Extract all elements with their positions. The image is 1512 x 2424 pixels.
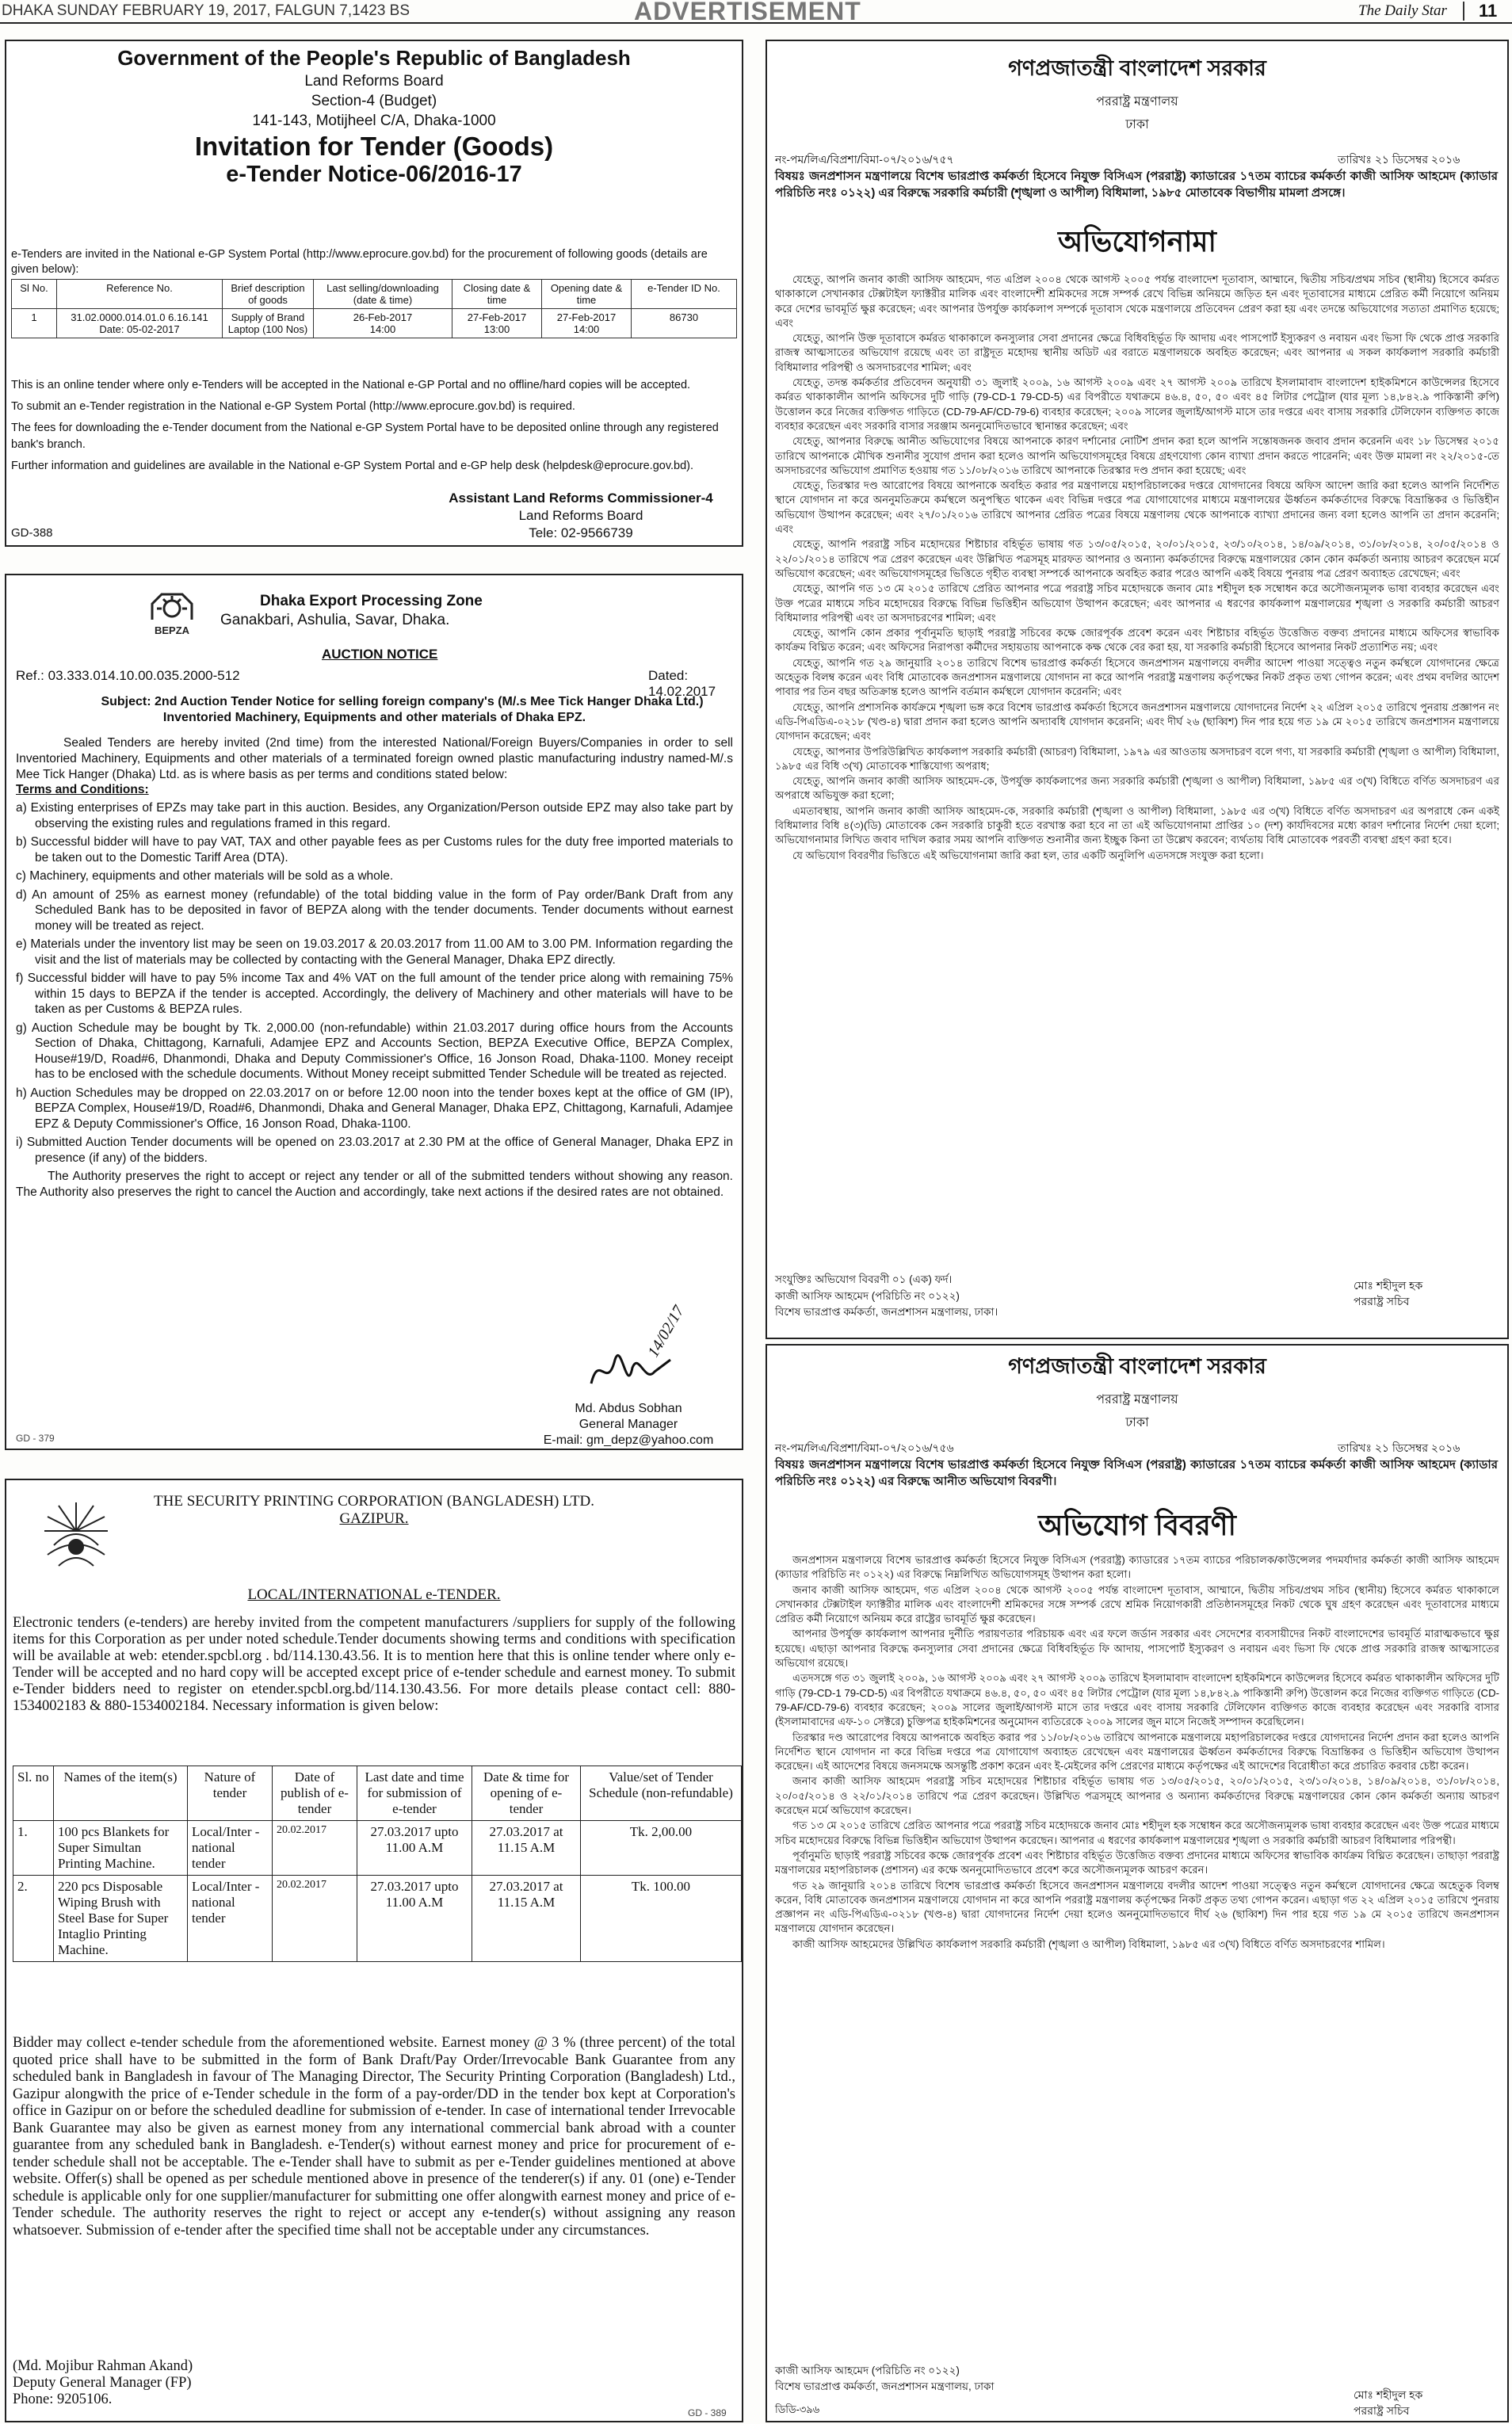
lr-notes xyxy=(11,377,737,475)
bn2-ministry: পররাষ্ট্র মন্ত্রণালয় xyxy=(1096,1393,1178,1407)
allegation-statement-notice xyxy=(766,1344,1509,2422)
lr-signature: Assistant Land Reforms Commissioner-4 Land Reforms Board Tele: 02-9566739 xyxy=(449,491,713,540)
table-row: 1 31.02.0000.014.01.0 6.16.141 Date: 05-02-2017 Supply of Brand Laptop (100 Nos) 26-Feb-2017 14:00 27-Feb-2017 13:00 27-Feb-2017 14:00 86730 xyxy=(12,309,737,338)
paragraph: যেহেতু, আপনি গত ২৯ জানুয়ারি ২০১৪ তারিখে বিশেষ ভারপ্রাপ্ত কর্মকর্তা হিসেবে জনপ্রশাসন মন্ত্রণালয়ে বদলীর আদেশ পাওয়া সত্ত্বেও নতুন কর্মস্থলে যোগদানের ক্ষেত্রে অহেতুক বিলম্ব করেন এবং বিধি মোতাবেক জনপ্রশাসন মন্ত্রণালয়ে যোগদান না করে আপনি পররাষ্ট্র মন্ত্রণালয় কর্তৃপক্ষের নিকট প্রকৃত তথ্য গোপন করেন; এবং প্রথম বদলির আদেশ পাবার পর তিন বছর অতিক্রান্ত হলেও আপনি বর্তমান কর্মস্থলে যোগদান করেননি; এবং xyxy=(775,656,1499,698)
bn1-attachment: সংযুক্তিঃ অভিযোগ বিবরণী ০১ (এক) ফর্দ। xyxy=(775,1273,953,1285)
svg-text:14/02/17: 14/02/17 xyxy=(644,1302,688,1361)
spcbl-table-header: Sl. no Names of the item(s) Nature of tender Date of publish of e-tender Last date and time for submission of e-tender Date & time for opening of e-tender Value/set of Tender Schedule (non-refundable) xyxy=(13,1766,742,1821)
bepza-logo xyxy=(146,588,198,639)
list-item: h) Auction Schedules may be dropped on 22.03.2017 on or before 12.00 noon into the tender boxes kept at the office of GM (IP), BEPZA Complex, House#19/D, Road#6, Dhanmondi, Dhaka and General Manager, Dhaka EPZ, Chittagong, Karnafuli, Adamjee EPZ & Deputy Commissioner's Office, 16 Jonson Road, Dhaka-1100. xyxy=(16,1086,733,1131)
bn2-date: তারিখঃ ২১ ডিসেম্বর ২০১৬ xyxy=(1338,1441,1460,1454)
paragraph: যেহেতু, আপনি উক্ত দূতাবাসে কর্মরত থাকাকালে কনস্যুলার সেবা প্রদানের ক্ষেত্রে বিধিবহির্ভূত ফি আদায় এবং পাসপোর্ট ইস্যুকরণ ও নবায়ন এবং ভিসা ফি থেকে প্রাপ্ত সরকারি রাজস্ব আত্মসাতের অভিযোগ রয়েছে এবং তা রাষ্ট্রদূত মহোদয় স্থানীয় অডিট এর বরাতে মন্ত্রণালয়কে অবহিত করেছেন; এবং আপনার এ সকল কার্যকলাপ সরকারি কর্মচারী বিধিমালার পরিপন্থী ও অসদাচরণের শামিল; এবং xyxy=(775,332,1499,373)
paragraph: যেহেতু, তদন্ত কর্মকর্তার প্রতিবেদন অনুযায়ী ৩১ জুলাই ২০০৯, ১৬ আগস্ট ২০০৯ এবং ২৭ আগস্ট ২০০৯ তারিখে ইসলামাবাদ বাংলাদেশ হাইকমিশনে কাউন্সেলর হিসেবে কর্মরত থাকাকালীন আপনি অফিসের দুটি গাড়ি (79-CD-1 79-CD-5) এর বিপরীতে যথাক্রমে ৪৬.৪, ৫০, ৫০ এবং ৪৫ লিটার পেট্রোল (যার মূল্য ১৪,৮৪২.৯ পাকিস্তানী রুপি) উত্তোলন করে নিজের ব্যক্তিগত গাড়িতে (CD-79-AF/CD-79-6) ব্যবহার করেছেন; ২০০৯ সালের জুলাই/আগস্ট মাসে তার দপ্তরে এবং বাসায় সরকারি টেলিফোন ব্যক্তিগত কাজে ব্যবহার করেছেন এবং সরকারি বাসার সরঞ্জাম অননুমোদিতভাবে স্থানান্তর করেছেন; এবং xyxy=(775,376,1499,432)
charge-sheet-notice xyxy=(766,40,1509,1339)
bepza-terms-list xyxy=(16,800,733,1203)
paragraph: জনপ্রশাসন মন্ত্রণালয়ে বিশেষ ভারপ্রাপ্ত কর্মকর্তা হিসেবে নিযুক্ত বিসিএস (পররাষ্ট্র) ক্যাডারের ১৭তম ব্যাচের পরিচালক/কাউন্সেলর পদমর্যাদার কর্মকর্তা কাজী আসিফ আহমেদ (ক্যাডার পরিচিতি নং ০১২২) এর বিরুদ্ধে নিম্নলিখিত অভিযোগসমূহ উত্থাপন করা হলো। xyxy=(775,1554,1499,1581)
spcbl-place: GAZIPUR. xyxy=(339,1510,409,1527)
bn2-city: ঢাকা xyxy=(1125,1416,1149,1430)
spcbl-tender-ad xyxy=(5,1479,743,2422)
paper-name: The Daily Star xyxy=(1358,2,1447,19)
table-row: 2. 220 pcs Disposable Wiping Brush with Steel Base for Super Intaglio Printing Machine. Local/Inter -national tender 20.02.2017 27.03.2017 upto 11.00 A.M 27.03.2017 at 11.15 A.M Tk. 100.00 xyxy=(13,1876,742,1962)
bepza-address: Ganakbari, Ashulia, Savar, Dhaka. xyxy=(220,612,450,628)
spcbl-table xyxy=(13,1766,742,1962)
lr-note: This is an online tender where only e-Tenders will be accepted in the National e-GP Portal and no offline/hard copies will be accepted. xyxy=(11,379,691,391)
paragraph: তিরস্কার দণ্ড আরোপের বিষয়ে আপনাকে অবহিত করার পর ১১/০৮/২০১৬ তারিখে আপনাকে মন্ত্রণালয়ে মহাপরিচালকের দপ্তরে যোগদানের নির্দেশ প্রদান করা হলেও আপনি নির্দেশিত স্থানে যোগদান না করে বিভিন্ন দপ্তরে পত্র যোগাযোগ অব্যাহত রেখেছেন এবং মন্ত্রণালয়ের ঊর্ধ্বতন কর্মকর্তাদের বিরুদ্ধে বিভ্রান্তিকর ও ভিত্তিহীন অভিযোগ উত্থাপন করেছেন। এই আদেশের বিষয়ে জনসমক্ষে অসন্তুষ্টি প্রকাশ করেন এবং ই-মেইলের কপি প্রেরণের মাধ্যমে কর্তৃপক্ষের এই আদেশের বিরোধীতা করে প্রচারিত করবার চেষ্টা করেন। xyxy=(775,1731,1499,1773)
bn1-subject: বিষয়ঃ জনপ্রশাসন মন্ত্রণালয়ে বিশেষ ভারপ্রাপ্ত কর্মকর্তা হিসেবে নিযুক্ত বিসিএস (পররাষ্ট্র) ক্যাডারের ১৭তম ব্যাচের কর্মকর্তা কাজী আসিফ আহমেদ (ক্যাডার পরিচিতি নংঃ ০১২২) এর বিরুদ্ধে সরকারি কর্মচারী (শৃঙ্খলা ও আপীল) বিধিমালা, ১৯৮৫ মোতাবেক বিভাগীয় মামলা প্রসঙ্গে। xyxy=(775,170,1498,200)
list-item: g) Auction Schedule may be bought by Tk. 2,000.00 (non-refundable) within 21.03.2017 during office hours from the Accounts Section of Dhaka, Chittagong, Karnafuli, Adamjee EPZ and Accounts Section, BEPZA Executive Office, BEPZA Complex, House#19/D, Road#6, Dhanmondi, Dhaka and Deputy Commissioner's Office, 16 Jonson Road, Dhaka-1100. Money receipt has to be enclosed with the schedule documents. Without Money receipt submitted Tender Schedule will be treated as rejected. xyxy=(16,1021,733,1081)
list-item: d) An amount of 25% as earnest money (refundable) of the total bidding value in the form of Pay order/Bank Draft from any Scheduled Bank has to be deposited in favor of BEPZA along with the tender documents. Tender documents without earnest money will be treated as reject. xyxy=(16,888,733,933)
lr-note: To submit an e-Tender registration in the National e-GP System Portal (http://www.eprocure.gov.bd) is required. xyxy=(11,400,575,413)
masthead-section: ADVERTISEMENT xyxy=(634,0,861,25)
table-row: 1. 100 pcs Blankets for Super Simultan Printing Machine. Local/Inter -national tender 20.02.2017 27.03.2017 upto 11.00 A.M 27.03.2017 at 11.15 A.M Tk. 2,00.00 xyxy=(13,1821,742,1876)
paragraph: কাজী আসিফ আহমেদের উল্লিখিত কার্যকলাপ সরকারি কর্মচারী (শৃঙ্খলা ও আপীল) বিধিমালা, ১৯৮৫ এর ৩(খ) বিধিতে বর্ণিত অসদাচরণের শামিল। xyxy=(792,1937,1385,1950)
paragraph: যেহেতু, আপনার বিরুদ্ধে আনীত অভিযোগের বিষয়ে আপনাকে কারণ দর্শানোর নোটিশ প্রদান করা হলে আপনি সন্তোষজনক জবাব প্রদান করেননি এবং ১৮ ডিসেম্বর ২০১৫ তারিখে আপনাকে মৌখিক শুনানীর সুযোগ প্রদান করা হলেও আপনি অভিযোগসমূহের বিষয়ে গ্রহণযোগ্য কোন ব্যাখ্যা প্রদান করতে পারেননি; এবং উক্ত মামলা নং ২২/২০১৫-তে অসদাচরণের অভিযোগ প্রমাণিত হওয়ায় গত ১১/০৮/২০১৬ তারিখে আপনাকে তিরস্কার দণ্ড প্রদান করা হয়েছে; এবং xyxy=(775,435,1499,476)
paragraph: গত ২৯ জানুয়ারি ২০১৪ তারিখে বিশেষ ভারপ্রাপ্ত কর্মকর্তা হিসেবে জনপ্রশাসন মন্ত্রণালয়ে বদলীর আদেশ পাওয়া সত্ত্বেও নতুন কর্মস্থলে যোগদানের ক্ষেত্রে অহেতুক বিলম্ব করেন, বিধি মোতাবেক জনপ্রশাসন মন্ত্রণালয়ে যোগদান না করে আপনি পররাষ্ট্র মন্ত্রণালয় কর্তৃপক্ষের নিকট প্রকৃত তথ্য গোপন করেন। এছাড়া গত ২২ এপ্রিল ২০১৫ তারিখে পুনরায় প্রজ্ঞাপন নং এডি-পিএডিএ-০২১৮ (খণ্ড-৪) দ্বারা যোগদানের নির্দেশ দেয়া হলেও অননুমোদিতভাবে দীর্ঘ ২৬ (ছাব্বিশ) দিন পার হয়ে গত ১৯ মে ২০১৫ তারিখে জনপ্রশাসন মন্ত্রণালয়ে যোগদান করেছেন। xyxy=(775,1879,1499,1935)
paragraph: এমতাবস্থায়, আপনি জনাব কাজী আসিফ আহমেদ-কে, সরকারি কর্মচারী (শৃঙ্খলা ও আপীল) বিধিমালা, ১৯৮৫ এর ৩(খ) বিধিতে বর্ণিত অসদাচরণ এর অপরাধে কেন একই বিধিমালার বিধি ৪(৩)(ডি) মোতাবেক কেন সরকারি চাকুরী হতে বরখাস্ত করা হবে না তা এই অভিযোগনামা প্রাপ্তির ১০ (দশ) কার্যদিবসের মধ্যে কারণ দর্শানোর নির্দেশ দেয়া হলো; অভিযোগনামার লিখিত জবাব দাখিল করার সময় আপনি ব্যক্তিগত শুনানীর জন্য ইচ্ছুক কিনা তা উল্লেখ করবেন; ব্যর্থতায় বিধি মোতাবেক পরবর্তী ব্যবস্থা গ্রহণ করা হবে। xyxy=(775,804,1499,846)
bn1-city: ঢাকা xyxy=(1125,118,1149,132)
bepza-auction-ad xyxy=(5,574,743,1450)
bepza-heading: AUCTION NOTICE xyxy=(322,647,438,662)
bepza-code: GD - 379 xyxy=(16,1433,55,1444)
paragraph: যেহেতু, আপনি গত ১৩ মে ২০১৫ তারিখে প্রেরিত আপনার পত্রে পররাষ্ট্র সচিব মহোদয়কে জনাব মোঃ শহীদুল হক সম্বোধন করে অসৌজন্যমূলক ভাষা ব্যবহার করেছেন এবং উক্ত পত্রের মাধ্যমে সচিব মহোদয়ের বিরুদ্ধে বিভিন্ন ভিত্তিহীন অভিযোগ উত্থাপন করেছেন; এবং আপনার এ ধরণের কার্যকলাপ মন্ত্রণালয়ের শৃঙ্খলা ও সরকারি কর্মচারী আচরণ বিধিমালার পরিপন্থী এবং তা অসদাচরণের শামিল; এবং xyxy=(775,582,1499,624)
paragraph: গত ১৩ মে ২০১৫ তারিখে প্রেরিত আপনার পত্রে পররাষ্ট্র সচিব মহোদয়কে জনাব মোঃ শহীদুল হক সম্বোধন করে অসৌজন্যমূলক ভাষা ব্যবহার করেছেন এবং উক্ত পত্রের মাধ্যমে সচিব মহোদয়ের বিরুদ্ধে বিভিন্ন ভিত্তিহীন অভিযোগ উত্থাপন করেছেন। আপনার এ ধরণের কার্যকলাপ মন্ত্রণালয়ের শৃঙ্খলা ও সরকারি কর্মচারী আচরণ বিধিমালার পরিপন্থী। xyxy=(775,1819,1499,1846)
paragraph: এতদসঙ্গে গত ৩১ জুলাই ২০০৯, ১৬ আগস্ট ২০০৯ এবং ২৭ আগস্ট ২০০৯ তারিখে ইসলামাবাদ বাংলাদেশ হাইকমিশনে কাউন্সেলর হিসেবে কর্মরত থাকাকালীন অফিসের দুটি গাড়ি (79-CD-1 79-CD-5) এর বিপরীতে যথাক্রমে ৪৬.৪, ৫০, ৫০ এবং ৪৫ লিটার পেট্রোল (যার মূল্য ১৪,৮৪২.৯ পাকিস্তানী রুপি) উত্তোলন করে নিজের ব্যক্তিগত গাড়িতে (CD-79-AF/CD-79-6) ব্যবহার করেছেন; ২০০৯ সালের জুলাই/আগস্ট মাসে তার দপ্তরে এবং বাসায় সরকারি টেলিফোন ব্যক্তিগত কাজে ব্যবহার করেছেন এবং সরকারি বাসার (ইসলামাবাদের এফ-১০ সেক্টরে) চুক্তিপত্র হাইকমিশনের অনুমোদন ব্যতিরেকে ২০০৯ সালের জুন মাসে নিজেই সম্পাদন করেছিলেন। xyxy=(775,1672,1499,1728)
paragraph: জনাব কাজী আসিফ আহমেদ পররাষ্ট্র সচিব মহোদয়ের শিষ্টাচার বহির্ভূত ভাষায় গত ১৩/০৫/২০১৫, ২০/০১/২০১৫, ২৩/১০/২০১৪, ১৪/০৯/২০১৪, ৩১/০৮/২০১৪, ২০/০৫/২০১৪ ও ২২/০১/২০১৪ তারিখে পত্র প্রেরণ করেছেন। উল্লিখিত পত্রসমূহে আপনার ও অন্যান্য কর্মকর্তাদের বিরুদ্ধে মন্ত্রণালয়ের কোন কোন কর্মকর্তা অন্যায় আচরণ করেছেন মর্মে অভিযোগ করেছেন। xyxy=(775,1775,1499,1817)
lr-notice: e-Tender Notice-06/2016-17 xyxy=(226,162,522,187)
paragraph: যে অভিযোগ বিবরণীর ভিত্তিতে এই অভিযোগনামা জারি করা হল, তার একটি অনুলিপি এতদসঙ্গে সংযুক্ত করা হলো। xyxy=(792,849,1264,861)
bepza-subject: Subject: 2nd Auction Tender Notice for selling foreign company's (M/.s Mee Tick Hanger Dhaka Ltd.) Inventoried Machinery, Equipments and other materials of Dhaka EPZ. xyxy=(101,695,704,724)
bn1-date: তারিখঃ ২১ ডিসেম্বর ২০১৬ xyxy=(1338,153,1460,166)
lr-code: GD-388 xyxy=(11,526,53,540)
masthead xyxy=(0,0,1512,24)
lr-section: Section-4 (Budget) xyxy=(311,93,437,109)
spcbl-header xyxy=(6,1493,742,1528)
bn2-gov: গণপ্রজাতন্ত্রী বাংলাদেশ সরকার xyxy=(1008,1354,1266,1378)
paragraph: যেহেতু, আপনার উপরিউল্লিখিত কার্যকলাপ সরকারি কর্মচারী (আচরণ) বিধিমালা, ১৯৭৯ এর আওতায় অসদাচরণ বলে গণ্য, যা সরকারি কর্মচারী (শৃঙ্খলা ও আপীল) বিধিমালা, ১৯৮৫ এর বিধি ৩(খ) মোতাবেক শাস্তিযোগ্য অপরাধ; xyxy=(775,745,1499,772)
paragraph: যেহেতু, আপনি জনাব কাজী আসিফ আহমেদ, গত এপ্রিল ২০০৪ থেকে আগস্ট ২০০৫ পর্যন্ত বাংলাদেশ দূতাবাস, আম্মানে, দ্বিতীয় সচিব/প্রথম সচিব (স্থানীয়) হিসেবে কর্মরত থাকাকালে সেখানকার টেক্সটাইল ফ্যাক্টরীর মালিক এবং বাংলাদেশী শ্রমিকদের সঙ্গে সম্পর্ক রেখে বিভিন্ন অনিয়মে জড়িত হন এবং দূতাবাসের মাধ্যমে প্রেরিত কর্মী নিয়োগে অনিয়ম করে দেশের ভাবমূর্তি ক্ষুণ্ণ করেছেন; এবং আপনার উপর্যুক্ত কার্যকলাপ সম্পর্কে দূতাবাস থেকে মন্ত্রণালয়ে প্রতিবেদন প্রেরণ করা হয় এবং তদন্তে অভিযোগের সত্যতা প্রমাণিত হয়েছে; এবং xyxy=(775,273,1499,329)
page-number: 11 xyxy=(1479,1,1498,21)
paragraph: জনাব কাজী আসিফ আহমেদ, গত এপ্রিল ২০০৪ থেকে আগস্ট ২০০৫ পর্যন্ত বাংলাদেশ দূতাবাস, আম্মানে, দ্বিতীয় সচিব/প্রথম সচিব (স্থানীয়) হিসেবে কর্মরত থাকাকালে সেখানকার টেক্সটাইল ফ্যাক্টরীর মালিক এবং বাংলাদেশী শ্রমিকদের সঙ্গে সম্পর্ক রেখে শ্রমিক নিয়োগকারী প্রতিষ্ঠানসমূহের নিকট থেকে ঘুষ গ্রহণ করেছেন এবং দূতাবাসের মাধ্যমে প্রেরিত কর্মী নিয়োগে অনিয়ম করে রাষ্ট্রের ভাবমূর্তি ক্ষুণ্ণ করেছেন। xyxy=(775,1583,1499,1625)
bepza-org: Dhaka Export Processing Zone xyxy=(260,593,483,609)
bn2-signature: মোঃ শহীদুল হক পররাষ্ট্র সচিব xyxy=(1354,2388,1423,2417)
spcbl-body: Bidder may collect e-tender schedule from the aforementioned website. Earnest money @ 3 % (three percent) of the total quoted price shall have to be submitted in the form of Bank Draft/Pay Order/Irrevocable Bank Guarantee from any scheduled bank in Bangladesh in favour of The Managing Director, The Security Printing Corporation (Bangladesh) Ltd., Gazipur alongwith the price of e-Tender schedule in the form of a pay-order/DD in the tender box kept at Corporation's office in Gazipur on or before the scheduled deadline for submission of e-tender. In case of international tender Irrevocable Bank Guarantee may also be given as earnest money from any international commercial bank abroad with a counter guarantee from any scheduled bank in Bangladesh. e-Tender(s) without earnest money and price for procurement of e-tender schedule shall not be acceptable. The e-Tender shall have to submit as per e-Tender guidelines mentioned at above website. Offer(s) shall be opened as per schedule mentioned above in presence of the tenderer(s) if any. 01 (one) e-Tender schedule is applicable only for one supplier/manufacturer for submitting one offer alongwith earnest money and price of e-Tender schedule. The authority reserves the right to reject or accept any e-tender(s) without assigning any reason whatsoever. Submission of e-tender after the specified time shall not be acceptable under any circumstances. xyxy=(13,2035,735,2239)
paragraph: যেহেতু, তিরস্কার দণ্ড আরোপের বিষয়ে আপনাকে অবহিত করার পর মন্ত্রণালয়ে মহাপরিচালকের দপ্তরে যোগদানের বিষয়ে অফিস আদেশ জারি করা হলেও আপনি নির্দেশিত স্থানে যোগদান না করে অননুমতিক্রমে কর্মস্থলে অনুপস্থিত থাকেন এবং বিভিন্ন দপ্তরে পত্র যোগাযোগের মাধ্যমে মন্ত্রণালয়ের ঊর্ধ্বতন কর্মকর্তাদের বিরুদ্ধে বিভ্রান্তিকর ও ভিত্তিহীন অভিযোগ উত্থাপন করেছেন; এবং ২৭/০১/২০১৬ তারিখে আপনার প্রেরিত পত্রের বিষয়ে মন্ত্রণালয় থেকে আপনাকে ব্যাখ্যা প্রদানের জন্য বলা হলেও আপনি তা প্রদান করেননি; এবং xyxy=(775,479,1499,536)
paragraph: যেহেতু, আপনি কোন প্রকার পূর্বানুমতি ছাড়াই পররাষ্ট্র সচিবের কক্ষে জোরপূর্বক প্রবেশ করেন এবং শিষ্টাচার বহির্ভূত উত্তেজিত বক্তব্য প্রদানের মাধ্যমে অফিসের স্বাভাবিক কার্যক্রম বিঘ্নিত করেন; এবং অফিসের নিরাপত্তা কর্মীদের সহায়তায় আপনাকে কক্ষ থেকে বের করা হয়, যা সরকারি কর্মচারী হিসেবে আপনার নিকট প্রত্যাশিত নয়; এবং xyxy=(775,627,1499,654)
spcbl-org: THE SECURITY PRINTING CORPORATION (BANGLADESH) LTD. xyxy=(154,1493,594,1510)
handwritten-signature xyxy=(583,1302,694,1407)
lr-note: Further information and guidelines are available in the National e-GP System Portal and e-GP help desk (helpdesk@eprocure.gov.bd). xyxy=(11,460,694,472)
paragraph: যেহেতু, আপনি পররাষ্ট্র সচিব মহোদয়ের শিষ্টাচার বহির্ভূত ভাষায় গত ১৩/০৫/২০১৫, ২০/০১/২০১৫, ২৩/১০/২০১৪, ১৪/০৯/২০১৪, ৩১/০৮/২০১৪, ২০/০৫/২০১৪ ও ২২/০১/২০১৪ তারিখে পত্র প্রেরণ করেছেন এবং উল্লিখিত পত্রসমূহ মারফত আপনার ও অন্যান্য কর্মকর্তাদের বিরুদ্ধে মন্ত্রণালয়ের কোন কোন কর্মকর্তা অন্যায় আচরণ করেছেন মর্মে অভিযোগ করেছেন; এবং অভিযোগসমূহের ভিত্তিতে গৃহীত ব্যবস্থা সম্পর্কে আপনাকে অবহিত করার পরেও আপনি একই বিষয়ে পুনরায় পত্র প্রেরণ অব্যাহত রেখেছেন; এবং xyxy=(775,538,1499,579)
paragraph: যেহেতু, আপনি জনাব কাজী আসিফ আহমেদ-কে, উপর্যুক্ত কার্যকলাপের জন্য সরকারি কর্মচারী (শৃঙ্খলা ও আপীল) বিধিমালা, ১৯৮৫ এর ৩(খ) বিধিতে বর্ণিত অসদাচরণ এর অপরাধে অভিযুক্ত করা হলো; xyxy=(775,775,1499,802)
bepza-date: Dated: 14.02.2017 xyxy=(648,668,716,699)
spcbl-intro: Electronic tenders (e-tenders) are hereby invited from the competent manufacturers /suppliers for supply of the following items for this Corporation as per under noted schedule.Tender documents showing terms and conditions with specification will be available at web: etender.spcbl.org . bd/114.130.43.56. It is to mention here that this is online tender where only e-Tender will be accepted and no hard copy will be accepted except price of e-tender schedule and earnest money. To submit e-Tender bidders need to register on etender.spcbl.org.bd/114.130.43.56. For more details please contact cell: 880- 1534002183 & 880-1534002184. Necessary information is given below: xyxy=(13,1615,735,1714)
bn2-heading: অভিযোগ বিবরণী xyxy=(1038,1509,1236,1541)
bn1-signature: মোঃ শহীদুল হক পররাষ্ট্র সচিব xyxy=(1354,1279,1423,1307)
bn2-body xyxy=(775,1553,1499,1953)
list-item: i) Submitted Auction Tender documents will be opened on 23.03.2017 at 2.30 PM at the office of General Manager, Dhaka EPZ in presence (if any) of the bidders. xyxy=(16,1136,733,1165)
lr-table xyxy=(11,279,737,338)
lr-gov: Government of the People's Republic of Bangladesh xyxy=(117,46,631,70)
bn2-subject: বিষয়ঃ জনপ্রশাসন মন্ত্রণালয়ে বিশেষ ভারপ্রাপ্ত কর্মকর্তা হিসেবে নিযুক্ত বিসিএস (পররাষ্ট্র) ক্যাডারের ১৭তম ব্যাচের কর্মকর্তা কাজী আসিফ আহমেদ (ক্যাডার পরিচিতি নংঃ ০১২২) এর বিরুদ্ধে আনীত অভিযোগ বিবরণী। xyxy=(775,1458,1498,1488)
paragraph: আপনার উপর্যুক্ত কার্যকলাপ আপনার দুর্নীতি পরায়ণতার পরিচায়ক এবং এর ফলে জর্ডান সরকার এবং সেদেশের ব্যবসায়ীদের নিকট বাংলাদেশের ভাবমূর্তি মারাত্মকভাবে ক্ষুণ্ণ হয়েছে। এছাড়া আপনার বিরুদ্ধে কনস্যুলার সেবা প্রদানের ক্ষেত্রে বিধিবহির্ভূত ফি আদায়, পাসপোর্ট ইস্যুকরণ ও নবায়ন এবং ভিসা ফি থেকে প্রাপ্ত সরকারি রাজস্ব আত্মসাতের অভিযোগ রয়েছে। xyxy=(775,1628,1499,1670)
list-item: c) Machinery, equipments and other materials will be sold as a whole. xyxy=(16,869,394,883)
lr-address: 141-143, Motijheel C/A, Dhaka-1000 xyxy=(252,113,496,129)
bn1-memo: নং-পম/লিএ/বিপ্রশা/বিমা-০৭/২০১৬/৭৫৭ xyxy=(775,153,954,166)
lr-board: Land Reforms Board xyxy=(304,73,444,90)
bn2-memo: নং-পম/লিএ/বিপ্রশা/বিমা-০৭/২০১৬/৭৫৬ xyxy=(775,1441,954,1454)
bn2-recipient: কাজী আসিফ আহমেদ (পরিচিতি নং ০১২২) বিশেষ ভারপ্রাপ্ত কর্মকর্তা, জনপ্রশাসন মন্ত্রণালয়, ঢাকা xyxy=(775,2365,995,2392)
list-item: b) Successful bidder will have to pay VAT, TAX and other payable fees as per Customs rules for the duty free imported materials to be taken out to the Domestic Tariff Area (DTA). xyxy=(16,835,733,865)
lr-intro: e-Tenders are invited in the National e-GP System Portal (http://www.eprocure.gov.bd) for the procurement of following goods (details are given below): xyxy=(11,248,708,276)
spcbl-signature: (Md. Mojibur Rahman Akand) Deputy General Manager (FP) Phone: 9205106. xyxy=(13,2358,193,2407)
lr-title: Invitation for Tender (Goods) xyxy=(194,132,554,161)
list-item: e) Materials under the inventory list may be seen on 19.03.2017 & 20.03.2017 from 11.00 AM to 3.00 PM. Information regarding the visit and the list of materials may be collected by contacting with the General Manager, Dhaka EPZ directly. xyxy=(16,937,733,967)
gear-icon xyxy=(152,594,192,620)
bepza-closing: The Authority preserves the right to accept or reject any tender or all of the submitted tenders without showing any reason. The Authority also preserves the right to cancel the Auction and accordingly, take next actions if the desired rates are not obtained. xyxy=(16,1170,733,1199)
bepza-terms-label: Terms and Conditions: xyxy=(16,783,149,796)
svg-text:BEPZA: BEPZA xyxy=(154,624,190,636)
spcbl-heading: LOCAL/INTERNATIONAL e-TENDER. xyxy=(247,1586,501,1603)
masthead-date: DHAKA SUNDAY FEBRUARY 19, 2017, FALGUN 7,1423 BS xyxy=(2,2,410,19)
bn1-recipient: কাজী আসিফ আহমেদ (পরিচিতি নং ০১২২) বিশেষ ভারপ্রাপ্ত কর্মকর্তা, জনপ্রশাসন মন্ত্রণালয়, ঢাকা। xyxy=(775,1290,998,1318)
bepza-ref: Ref.: 03.333.014.10.00.035.2000-512 xyxy=(16,668,240,683)
masthead-divider xyxy=(1463,2,1464,21)
lr-table-header: Sl No. Reference No. Brief description of goods Last selling/downloading (date & time) Closing date & time Opening date & time e-Tender ID No. xyxy=(12,280,737,309)
bn1-ministry: পররাষ্ট্র মন্ত্রণালয় xyxy=(1096,95,1178,109)
land-reforms-tender-ad xyxy=(5,40,743,547)
bn2-code: ডিডি-৩৯৬ xyxy=(775,2403,820,2415)
bepza-intro: Sealed Tenders are hereby invited (2nd time) from the interested National/Foreign Buyers/Companies in order to sell Inventoried Machinery, Equipments and other materials of a terminated foreign owned plastic manufacturing industry named-M/.s Mee Tick Hanger (Dhaka) Ltd. as is where basis as per terms and conditions stated below: xyxy=(16,736,733,781)
bn1-heading: অভিযোগনামা xyxy=(1058,225,1216,258)
list-item: a) Existing enterprises of EPZs may take part in this auction. Besides, any Organization/Person outside EPZ may also take part by observing the existing rules and regulations framed in this regard. xyxy=(16,801,733,830)
bn1-body xyxy=(775,273,1499,864)
list-item: f) Successful bidder will have to pay 5% income Tax and 4% VAT on the full amount of the tender price along with remaining 75% within 15 days to BEPZA if the tender is accepted. Accordingly, the delivery of Machinery and other materials will have to be taken as per Customs & BEPZA rules. xyxy=(16,972,733,1016)
spcbl-code: GD - 389 xyxy=(688,2407,727,2418)
bepza-signature: Md. Abdus Sobhan General Manager E-mail: gm_depz@yahoo.com xyxy=(543,1402,714,1447)
bn1-gov: গণপ্রজাতন্ত্রী বাংলাদেশ সরকার xyxy=(1008,56,1266,80)
paragraph: পূর্বানুমতি ছাড়াই পররাষ্ট্র সচিবের কক্ষে জোরপূর্বক প্রবেশ এবং শিষ্টাচার বহির্ভূত উত্তেজিত বক্তব্য প্রদানের মাধ্যমে অফিসের স্বাভাবিক কার্যক্রম বিঘ্নিত করেছেন। তাছাড়া পররাষ্ট্র মন্ত্রণালয়ের মহাপরিচালক (প্রশাসন) এর কক্ষে অননুমোদিতভাবে প্রবেশ করে অসৌজন্যমূলক আচরণ করেন। xyxy=(775,1849,1499,1876)
lr-note: The fees for downloading the e-Tender document from the National e-GP System Portal have to be deposited online through any registered bank's branch. xyxy=(11,422,719,451)
paragraph: যেহেতু, আপনি প্রশাসনিক কার্যক্রমে শৃঙ্খলা ভঙ্গ করে বিশেষ ভারপ্রাপ্ত কর্মকর্তা হিসেবে জনপ্রশাসন মন্ত্রণালয়ে যোগদানের নির্দেশ ২২ এপ্রিল ২০১৫ তারিখে পুনরায় প্রজ্ঞাপন নং এডি-পিএডিএ-০২১৮ (খণ্ড-৪) দ্বারা প্রদান করা হলেও আপনি অদ্যাবধি যোগদান করেননি; এবং দীর্ঘ ২৬ (ছাব্বিশ) দিন পার হয়ে গত ১৯ মে ২০১৫ তারিখে জনপ্রশাসন মন্ত্রণালয়ে যোগদান করেছেন; এবং xyxy=(775,700,1499,742)
